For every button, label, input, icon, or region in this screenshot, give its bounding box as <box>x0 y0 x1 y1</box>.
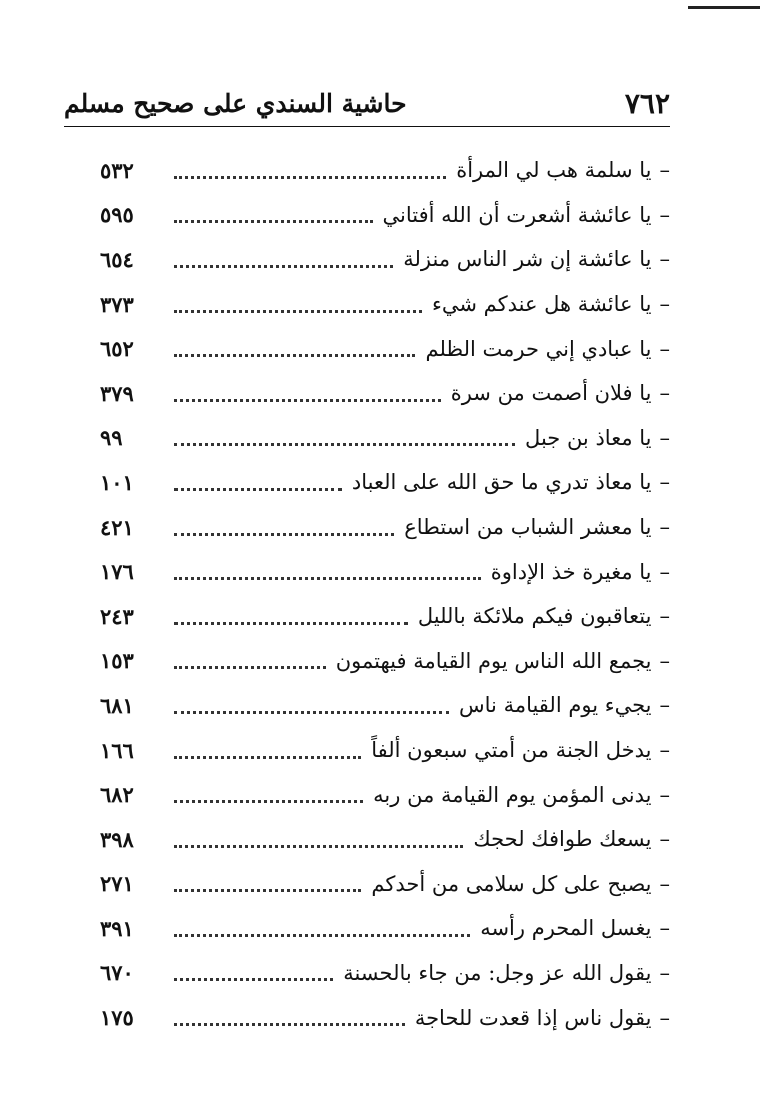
entry-page-number: ٢٤٣ <box>100 603 134 629</box>
entry-text: يدخل الجنة من أمتي سبعون ألفاً <box>371 738 652 763</box>
dot-leader <box>174 934 470 937</box>
dot-leader <box>174 265 393 268</box>
index-entry <box>100 772 670 817</box>
entry-dash: – <box>659 470 670 495</box>
entry-text: يا سلمة هب لي المرأة <box>456 158 652 183</box>
entry-text: يا عائشة أشعرت أن الله أفتاني <box>382 202 652 227</box>
entry-text: يا مغيرة خذ الإداوة <box>490 559 652 584</box>
dot-leader <box>174 443 515 446</box>
dot-leader <box>174 488 342 491</box>
dot-leader <box>174 978 333 981</box>
entry-page-number: ٢٧١ <box>100 871 134 897</box>
entry-dash: – <box>659 604 670 629</box>
entry-dash: – <box>659 336 670 361</box>
entry-page-number: ٣٧٩ <box>100 380 134 406</box>
entry-page-number: ١٧٦ <box>100 559 134 585</box>
entry-dash: – <box>659 158 670 183</box>
entry-text: يتعاقبون فيكم ملائكة بالليل <box>417 604 652 629</box>
entry-page-number: ٣٩٨ <box>100 826 134 852</box>
entry-dash: – <box>659 782 670 807</box>
page-header <box>64 80 670 127</box>
dot-leader <box>174 666 326 669</box>
entry-page-number: ٩٩ <box>100 425 123 451</box>
entry-page-number: ١٦٦ <box>100 737 134 763</box>
entry-dash: – <box>659 916 670 941</box>
entry-text: يا معاذ تدري ما حق الله على العباد <box>351 470 652 495</box>
index-entry <box>100 460 670 505</box>
entry-dash: – <box>659 738 670 763</box>
entry-page-number: ٦٨١ <box>100 692 134 718</box>
entry-dash: – <box>659 425 670 450</box>
index-entry <box>100 193 670 238</box>
entry-dash: – <box>659 247 670 272</box>
entry-text: يسعك طوافك لحجك <box>473 827 652 852</box>
index-entry <box>100 862 670 907</box>
dot-leader <box>174 622 408 625</box>
dot-leader <box>174 800 363 803</box>
entry-page-number: ١٠١ <box>100 469 134 495</box>
index-entry <box>100 594 670 639</box>
entry-page-number: ١٧٥ <box>100 1005 134 1031</box>
dot-leader <box>174 577 481 580</box>
entry-page-number: ٤٢١ <box>100 514 134 540</box>
dot-leader <box>174 310 422 313</box>
entry-page-number: ٣٩١ <box>100 915 134 941</box>
entry-dash: – <box>659 515 670 540</box>
entry-text: يصبح على كل سلامى من أحدكم <box>371 871 652 896</box>
entry-page-number: ٦٨٢ <box>100 782 134 808</box>
entry-page-number: ٦٥٤ <box>100 246 134 272</box>
entry-text: يدنى المؤمن يوم القيامة من ربه <box>373 782 652 807</box>
index-entry <box>100 371 670 416</box>
entry-text: يا معشر الشباب من استطاع <box>404 515 652 540</box>
entry-text: يا فلان أصمت من سرة <box>450 381 652 406</box>
entry-page-number: ٣٧٣ <box>100 291 134 317</box>
index-entry <box>100 817 670 862</box>
index-entry <box>100 505 670 550</box>
index-entry <box>100 639 670 684</box>
entry-text: يقول الله عز وجل: من جاء بالحسنة <box>343 960 652 985</box>
entry-dash: – <box>659 960 670 985</box>
running-title: حاشية السندي على صحيح مسلم <box>64 88 407 118</box>
index-entry <box>100 951 670 996</box>
entry-text: يا عائشة إن شر الناس منزلة <box>403 247 652 272</box>
dot-leader <box>174 711 449 714</box>
index-entry <box>100 549 670 594</box>
dot-leader <box>174 756 361 759</box>
entry-dash: – <box>659 648 670 673</box>
entry-page-number: ٦٥٢ <box>100 336 134 362</box>
index-entry <box>100 237 670 282</box>
dot-leader <box>174 845 463 848</box>
dot-leader <box>174 1023 405 1026</box>
top-edge-rule <box>688 6 760 9</box>
index-entry <box>100 326 670 371</box>
index-entry <box>100 995 670 1040</box>
dot-leader <box>174 220 373 223</box>
entry-dash: – <box>659 559 670 584</box>
index-entry <box>100 282 670 327</box>
dot-leader <box>174 889 361 892</box>
entry-text: يا معاذ بن جبل <box>525 425 652 450</box>
entry-dash: – <box>659 202 670 227</box>
index-entry <box>100 148 670 193</box>
entry-text: يا عبادي إني حرمت الظلم <box>425 336 652 361</box>
entry-page-number: ٦٧٠ <box>100 960 134 986</box>
entry-page-number: ٥٩٥ <box>100 202 134 228</box>
index-entry <box>100 906 670 951</box>
dot-leader <box>174 354 415 357</box>
entry-dash: – <box>659 693 670 718</box>
entry-text: يا عائشة هل عندكم شيء <box>431 292 652 317</box>
page-number: ٧٦٢ <box>624 86 670 120</box>
entry-page-number: ٥٣٢ <box>100 157 134 183</box>
index-entry <box>100 416 670 461</box>
index-entry <box>100 683 670 728</box>
entry-dash: – <box>659 1005 670 1030</box>
dot-leader <box>174 176 446 179</box>
entry-text: يجمع الله الناس يوم القيامة فيهتمون <box>335 648 652 673</box>
dot-leader <box>174 533 394 536</box>
entry-text: يقول ناس إذا قعدت للحاجة <box>414 1005 652 1030</box>
hadith-index-list <box>100 148 670 1040</box>
entry-text: يغسل المحرم رأسه <box>480 916 652 941</box>
entry-text: يجيء يوم القيامة ناس <box>459 693 652 718</box>
entry-dash: – <box>659 292 670 317</box>
entry-dash: – <box>659 381 670 406</box>
entry-dash: – <box>659 871 670 896</box>
dot-leader <box>174 399 441 402</box>
index-entry <box>100 728 670 773</box>
entry-page-number: ١٥٣ <box>100 648 134 674</box>
entry-dash: – <box>659 827 670 852</box>
